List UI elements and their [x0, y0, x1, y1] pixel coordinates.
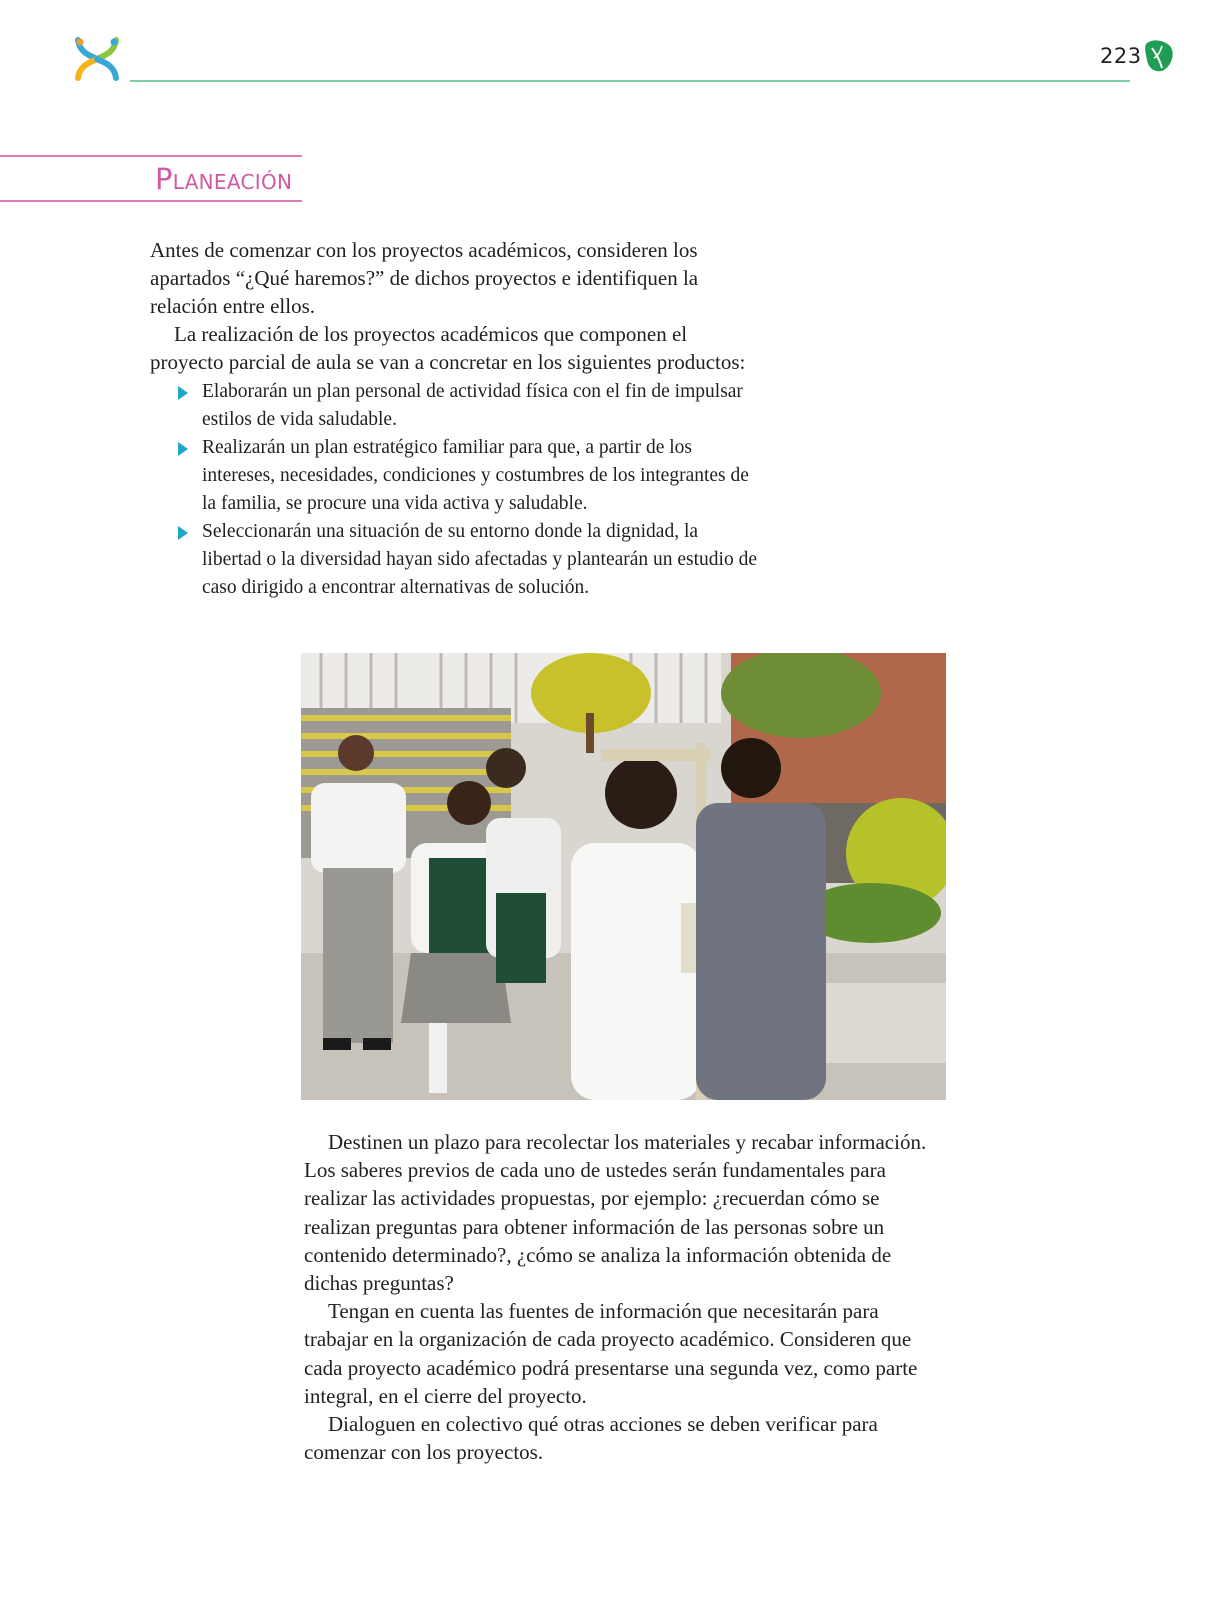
list-item-text: Realizarán un plan estratégico familiar para que, a partir de los intereses, necesidades, condiciones y costumbres de los integrantes de la familia, se procure una vida activa y saludable. — [202, 437, 749, 514]
list-item — [202, 434, 760, 518]
intro-text-block — [150, 236, 760, 602]
list-item-text: Elaborarán un plan personal de actividad física con el fin de impulsar estilos de vida saludable. — [202, 381, 743, 430]
bullet-arrow-icon — [178, 386, 188, 400]
list-item — [202, 518, 760, 602]
list-item — [202, 378, 760, 434]
closing-paragraph: Tengan en cuenta las fuentes de información que necesitarán para trabajar en la organización de cada proyecto académico. Consideren que cada proyecto académico podrá presentarse una segunda vez, como parte integral, en el cierre del proyecto. — [304, 1299, 918, 1408]
section-rule-bottom — [0, 200, 302, 202]
bullet-arrow-icon — [178, 526, 188, 540]
closing-paragraph: Destinen un plazo para recolectar los materiales y recabar información. Los saberes previos de cada uno de ustedes serán fundamentales para realizar las actividades propuestas, por ejemplo: ¿recuerdan cómo se realizan preguntas para obtener información de las personas sobre un contenido determinado?, ¿cómo se analiza la información obtenida de dichas preguntas? — [304, 1130, 927, 1296]
intro-paragraph: La realización de los proyectos académicos que componen el proyecto parcial de aula se van a concretar en los siguientes productos: — [150, 322, 746, 374]
closing-paragraph: Dialoguen en colectivo qué otras acciones se deben verificar para comenzar con los proyectos. — [304, 1412, 878, 1465]
colored-interlocking-logo-icon — [72, 34, 122, 84]
section-title: Planeación — [155, 162, 293, 196]
header-rule — [130, 80, 1130, 82]
bullet-arrow-icon — [178, 442, 188, 456]
section-rule-top — [0, 155, 302, 157]
students-measuring-height-photo — [301, 653, 946, 1100]
page-number: 223 — [1100, 44, 1142, 68]
green-leaf-icon — [1142, 38, 1176, 74]
list-item-text: Seleccionarán una situación de su entorno donde la dignidad, la libertad o la diversidad hayan sido afectadas y plantearán un estudio de caso dirigido a encontrar alternativas de solución. — [202, 521, 758, 598]
intro-paragraph: Antes de comenzar con los proyectos académicos, consideren los apartados “¿Qué haremos?” de dichos proyectos e identifiquen la relación entre ellos. — [150, 238, 699, 318]
closing-text-block — [304, 1128, 944, 1466]
products-list — [150, 378, 760, 602]
